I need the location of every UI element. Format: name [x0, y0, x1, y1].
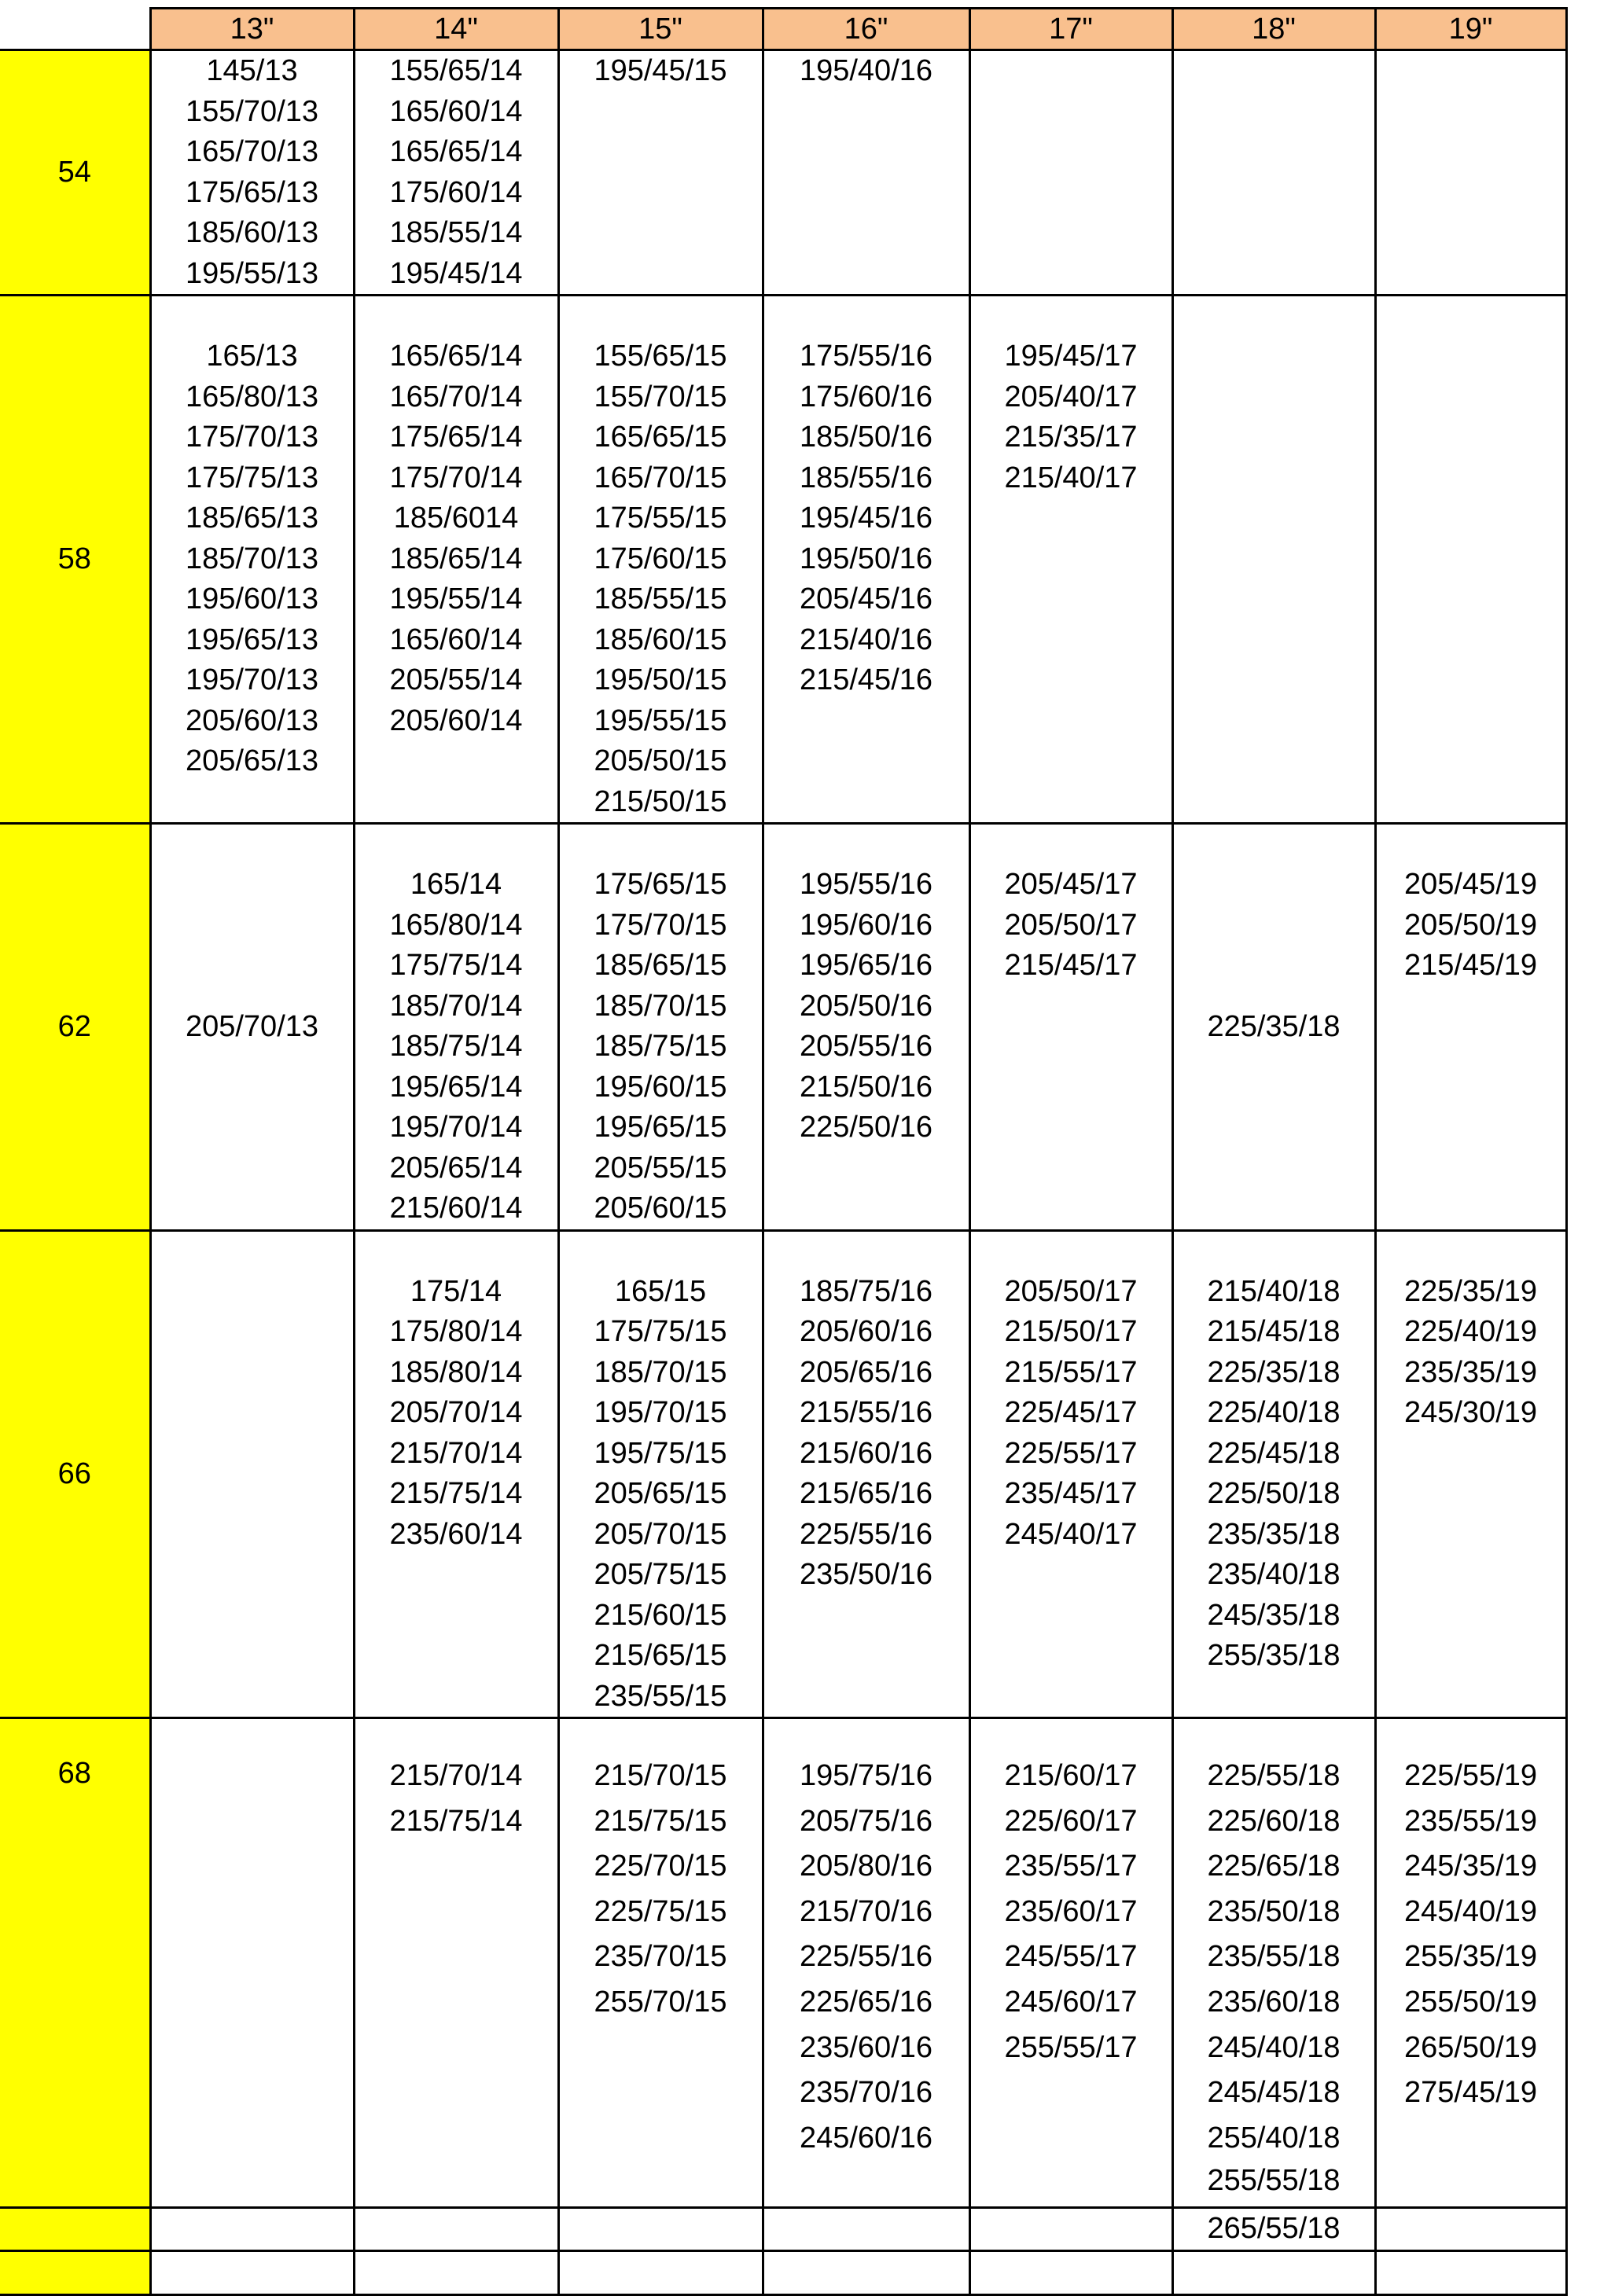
- tire-size: 265/50/19: [1403, 2030, 1538, 2064]
- column-header-16: 16": [763, 9, 969, 50]
- tire-size: 245/60/16: [799, 2121, 933, 2155]
- tire-size: 235/40/18: [1207, 1558, 1341, 1591]
- tire-size-cell: [1172, 2208, 1375, 2251]
- tire-size: 165/70/14: [389, 380, 523, 413]
- header-row: [0, 9, 1566, 50]
- tire-size-cell: [150, 2208, 354, 2251]
- tire-size-cell: [969, 2208, 1172, 2251]
- tire-size: 225/55/19: [1403, 1759, 1538, 1792]
- tire-size: 165/65/14: [389, 135, 523, 168]
- tire-size: 165/14: [410, 868, 502, 901]
- tire-size-cell: [558, 2208, 763, 2251]
- tire-size: 175/70/14: [389, 461, 523, 494]
- tire-size-cell: [969, 296, 1172, 824]
- tire-size: 245/35/19: [1403, 1850, 1538, 1883]
- chain-size-code: 66: [0, 1230, 150, 1718]
- tire-size: 165/60/14: [389, 94, 523, 128]
- tire-size: 235/55/19: [1403, 1804, 1538, 1838]
- tire-size-cell: [763, 824, 969, 1231]
- tire-size: 225/45/18: [1207, 1436, 1341, 1470]
- tire-size: 195/70/14: [389, 1111, 523, 1144]
- tire-size: 225/35/18: [1207, 1355, 1341, 1389]
- column-header-18: 18": [1172, 9, 1375, 50]
- tire-size-cell: [1375, 2250, 1566, 2294]
- tire-size: 205/40/17: [1004, 380, 1138, 413]
- tire-size: 225/35/18: [1207, 1009, 1341, 1043]
- tire-size: 165/70/13: [185, 135, 319, 168]
- table-row: [0, 1718, 1566, 2208]
- tire-size: 235/55/17: [1004, 1850, 1138, 1883]
- tire-size: 215/45/19: [1403, 949, 1538, 982]
- tire-size-cell: [969, 824, 1172, 1231]
- tire-size: 215/50/16: [799, 1070, 933, 1104]
- tire-size: 205/70/14: [389, 1396, 523, 1429]
- tire-size: 195/70/15: [594, 1396, 727, 1429]
- tire-size: 205/60/13: [185, 703, 319, 737]
- tire-size: 165/60/14: [389, 623, 523, 656]
- tire-size: 195/45/17: [1004, 340, 1138, 373]
- tire-size: 195/75/15: [594, 1436, 727, 1470]
- tire-size: 205/50/16: [799, 989, 933, 1023]
- tire-size: 245/35/18: [1207, 1598, 1341, 1632]
- tire-size-cell: [763, 50, 969, 296]
- tire-size: 215/40/16: [799, 623, 933, 656]
- tire-size-cell: [354, 2250, 558, 2294]
- tire-size-cell: [1375, 1718, 1566, 2208]
- tire-size: 205/45/17: [1004, 868, 1138, 901]
- tire-size: 185/60/13: [185, 216, 319, 249]
- tire-size: 205/80/16: [799, 1850, 933, 1883]
- tire-size: 215/75/15: [594, 1804, 727, 1838]
- tire-size: 205/55/14: [389, 663, 523, 696]
- column-header-17: 17": [969, 9, 1172, 50]
- tire-size: 185/50/16: [799, 421, 933, 454]
- chain-size-code: 58: [0, 296, 150, 824]
- tire-size: 195/40/16: [799, 54, 933, 87]
- tire-size-cell: [558, 2250, 763, 2294]
- tire-size: 265/55/18: [1207, 2212, 1341, 2245]
- tire-size: 185/65/15: [594, 949, 727, 982]
- tire-size: 215/45/16: [799, 663, 933, 696]
- tire-size-cell: [558, 50, 763, 296]
- tire-size: 255/55/17: [1004, 2030, 1138, 2064]
- tire-size: 165/70/15: [594, 461, 727, 494]
- tire-size: 195/55/14: [389, 582, 523, 615]
- tire-size-cell: [763, 1718, 969, 2208]
- tire-size: 215/75/14: [389, 1804, 523, 1838]
- tire-size: 195/65/14: [389, 1070, 523, 1104]
- tire-size-cell: [1172, 824, 1375, 1231]
- tire-size-cell: [558, 1718, 763, 2208]
- tire-size: 205/45/19: [1403, 868, 1538, 901]
- tire-size-cell: [763, 296, 969, 824]
- tire-size: 255/70/15: [594, 1985, 727, 2019]
- tire-size: 215/45/18: [1207, 1315, 1341, 1348]
- tire-size: 165/80/13: [185, 380, 319, 413]
- tire-size-cell: [1172, 2250, 1375, 2294]
- column-header-19: 19": [1375, 9, 1566, 50]
- table-row: [0, 2250, 1566, 2294]
- tire-size-cell: [150, 824, 354, 1231]
- tire-size-cell: [1172, 1718, 1375, 2208]
- tire-size: 245/40/19: [1403, 1894, 1538, 1928]
- tire-size: 215/60/15: [594, 1598, 727, 1632]
- tire-size-cell: [354, 1718, 558, 2208]
- tire-size: 215/35/17: [1004, 421, 1138, 454]
- tire-size: 275/45/19: [1403, 2076, 1538, 2110]
- tire-size: 225/50/18: [1207, 1477, 1341, 1510]
- tire-size: 215/70/14: [389, 1436, 523, 1470]
- tire-size: 185/65/13: [185, 501, 319, 535]
- tire-size: 245/60/17: [1004, 1985, 1138, 2019]
- tire-size: 175/65/13: [185, 175, 319, 209]
- tire-size-cell: [354, 296, 558, 824]
- tire-size-cell: [763, 2208, 969, 2251]
- tire-size-cell: [558, 296, 763, 824]
- column-header-15: 15": [558, 9, 763, 50]
- tire-size: 215/55/17: [1004, 1355, 1138, 1389]
- tire-size: 175/70/13: [185, 421, 319, 454]
- tire-size-cell: [150, 1718, 354, 2208]
- tire-size-cell: [354, 1230, 558, 1718]
- tire-size: 225/55/16: [799, 1940, 933, 1974]
- tire-size: 185/75/15: [594, 1030, 727, 1063]
- tire-size: 205/50/19: [1403, 908, 1538, 942]
- tire-size: 185/70/13: [185, 542, 319, 575]
- tire-size: 255/40/18: [1207, 2121, 1341, 2155]
- tire-size: 205/55/16: [799, 1030, 933, 1063]
- tire-size: 195/65/13: [185, 623, 319, 656]
- tire-size: 225/50/16: [799, 1111, 933, 1144]
- tire-size: 225/60/17: [1004, 1804, 1138, 1838]
- tire-size: 195/45/14: [389, 256, 523, 290]
- chain-size-code: 54: [0, 50, 150, 296]
- tire-size: 225/55/16: [799, 1517, 933, 1551]
- tire-size-cell: [1172, 50, 1375, 296]
- tire-size-cell: [1375, 2208, 1566, 2251]
- tire-size: 255/55/18: [1207, 2164, 1341, 2198]
- tire-size: 155/65/14: [389, 54, 523, 87]
- tire-size: 185/70/15: [594, 1355, 727, 1389]
- tire-size: 235/45/17: [1004, 1477, 1138, 1510]
- tire-size: 185/75/16: [799, 1274, 933, 1308]
- tire-size: 215/70/15: [594, 1759, 727, 1792]
- tire-size: 175/75/14: [389, 949, 523, 982]
- tire-size-cell: [969, 1230, 1172, 1718]
- tire-size: 225/40/19: [1403, 1315, 1538, 1348]
- tire-size: 155/70/13: [185, 94, 319, 128]
- tire-size-cell: [763, 1230, 969, 1718]
- tire-size: 215/70/16: [799, 1894, 933, 1928]
- tire-size: 255/50/19: [1403, 1985, 1538, 2019]
- tire-size: 185/80/14: [389, 1355, 523, 1389]
- tire-size: 215/50/17: [1004, 1315, 1138, 1348]
- tire-size: 195/55/13: [185, 256, 319, 290]
- tire-size: 175/55/15: [594, 501, 727, 535]
- tire-size: 195/50/15: [594, 663, 727, 696]
- tire-size: 235/60/14: [389, 1517, 523, 1551]
- tire-size: 235/60/18: [1207, 1985, 1341, 2019]
- tire-size: 175/14: [410, 1274, 502, 1308]
- tire-size: 225/40/18: [1207, 1396, 1341, 1429]
- tire-size: 175/80/14: [389, 1315, 523, 1348]
- table-row: [0, 1230, 1566, 1718]
- tire-size: 225/65/18: [1207, 1850, 1341, 1883]
- tire-size: 175/60/15: [594, 542, 727, 575]
- tire-size: 205/65/13: [185, 744, 319, 777]
- tire-size: 195/60/15: [594, 1070, 727, 1104]
- tire-size: 225/45/17: [1004, 1396, 1138, 1429]
- tire-size-cell: [150, 2250, 354, 2294]
- tire-size: 175/65/14: [389, 421, 523, 454]
- tire-size: 205/55/15: [594, 1151, 727, 1185]
- tire-size: 195/65/16: [799, 949, 933, 982]
- tire-size: 255/35/19: [1403, 1940, 1538, 1974]
- tire-size: 165/65/14: [389, 340, 523, 373]
- table-row: [0, 296, 1566, 824]
- tire-size: 205/70/13: [185, 1009, 319, 1043]
- tire-size: 215/60/17: [1004, 1759, 1138, 1792]
- tire-size-cell: [354, 2208, 558, 2251]
- tire-size: 165/13: [206, 340, 298, 373]
- tire-size: 185/70/15: [594, 989, 727, 1023]
- table-row: [0, 50, 1566, 296]
- tire-size: 195/60/13: [185, 582, 319, 615]
- tire-size: 165/65/15: [594, 421, 727, 454]
- tire-size: 195/45/15: [594, 54, 727, 87]
- tire-size: 165/15: [614, 1274, 707, 1308]
- column-header-13: 13": [150, 9, 354, 50]
- tire-size: 175/65/15: [594, 868, 727, 901]
- tire-size: 205/50/17: [1004, 908, 1138, 942]
- tire-size-cell: [763, 2250, 969, 2294]
- tire-size: 225/35/19: [1403, 1274, 1538, 1308]
- tire-size-cell: [558, 824, 763, 1231]
- tire-size: 185/55/14: [389, 216, 523, 249]
- tire-size: 215/60/14: [389, 1192, 523, 1225]
- tire-size: 185/60/15: [594, 623, 727, 656]
- tire-size: 175/70/15: [594, 908, 727, 942]
- tire-size: 215/40/18: [1207, 1274, 1341, 1308]
- tire-size: 215/55/16: [799, 1396, 933, 1429]
- tire-size: 205/65/15: [594, 1477, 727, 1510]
- tire-size: 195/65/15: [594, 1111, 727, 1144]
- tire-size: 235/60/16: [799, 2030, 933, 2064]
- tire-size-cell: [1375, 1230, 1566, 1718]
- tire-size: 205/50/17: [1004, 1274, 1138, 1308]
- tire-size: 185/6014: [393, 501, 519, 535]
- tire-size: 205/75/15: [594, 1558, 727, 1591]
- tire-size: 155/65/15: [594, 340, 727, 373]
- tire-size-cell: [558, 1230, 763, 1718]
- tire-size: 215/75/14: [389, 1477, 523, 1510]
- tire-size: 245/30/19: [1403, 1396, 1538, 1429]
- tire-size: 235/35/19: [1403, 1355, 1538, 1389]
- chain-size-code: [0, 2250, 150, 2294]
- tire-size: 235/35/18: [1207, 1517, 1341, 1551]
- tire-size: 175/60/14: [389, 175, 523, 209]
- tire-size: 185/70/14: [389, 989, 523, 1023]
- tire-size: 215/65/15: [594, 1639, 727, 1672]
- chain-size-code: [0, 2208, 150, 2251]
- tire-size-cell: [969, 50, 1172, 296]
- tire-size: 205/50/15: [594, 744, 727, 777]
- tire-size: 225/65/16: [799, 1985, 933, 2019]
- chain-size-code: 62: [0, 824, 150, 1231]
- tire-size-cell: [354, 824, 558, 1231]
- chain-size-code: 68: [0, 1718, 150, 2208]
- tire-size: 225/55/18: [1207, 1759, 1341, 1792]
- tire-size: 205/65/14: [389, 1151, 523, 1185]
- tire-size-cell: [1172, 1230, 1375, 1718]
- tire-size: 195/55/16: [799, 868, 933, 901]
- tire-size: 205/45/16: [799, 582, 933, 615]
- tire-size: 205/60/15: [594, 1192, 727, 1225]
- tire-size: 175/55/16: [799, 340, 933, 373]
- tire-size: 225/70/15: [594, 1850, 727, 1883]
- tire-size: 235/50/16: [799, 1558, 933, 1591]
- tire-size: 205/70/15: [594, 1517, 727, 1551]
- corner-cell: [0, 9, 150, 50]
- tire-size: 205/60/14: [389, 703, 523, 737]
- tire-size-cell: [1375, 824, 1566, 1231]
- column-header-14: 14": [354, 9, 558, 50]
- tire-size: 225/75/15: [594, 1894, 727, 1928]
- tire-size-cell: [354, 50, 558, 296]
- tire-size: 235/55/15: [594, 1679, 727, 1713]
- tire-size: 245/40/18: [1207, 2030, 1341, 2064]
- tire-size: 245/45/18: [1207, 2076, 1341, 2110]
- table-row: [0, 824, 1566, 1231]
- table-row: [0, 2208, 1566, 2251]
- tire-size: 185/55/15: [594, 582, 727, 615]
- tire-size: 215/60/16: [799, 1436, 933, 1470]
- tire-size: 225/60/18: [1207, 1804, 1341, 1838]
- tire-size: 215/50/15: [594, 784, 727, 818]
- tire-size: 155/70/15: [594, 380, 727, 413]
- tire-size: 205/65/16: [799, 1355, 933, 1389]
- tire-size: 215/40/17: [1004, 461, 1138, 494]
- tire-size: 175/75/15: [594, 1315, 727, 1348]
- tire-size: 175/75/13: [185, 461, 319, 494]
- tire-size-cell: [1172, 296, 1375, 824]
- tire-size: 175/60/16: [799, 380, 933, 413]
- table-body: [0, 50, 1566, 2295]
- tire-size: 165/80/14: [389, 908, 523, 942]
- tire-size-cell: [1375, 50, 1566, 296]
- tire-size: 205/60/16: [799, 1315, 933, 1348]
- tire-size: 195/55/15: [594, 703, 727, 737]
- tire-size: 185/75/14: [389, 1030, 523, 1063]
- tire-size: 215/65/16: [799, 1477, 933, 1510]
- tire-size: 245/55/17: [1004, 1940, 1138, 1974]
- tire-size: 235/70/15: [594, 1940, 727, 1974]
- tire-size: 195/75/16: [799, 1759, 933, 1792]
- tire-size: 195/70/13: [185, 663, 319, 696]
- tire-size-cell: [969, 1718, 1172, 2208]
- tire-size-cell: [150, 1230, 354, 1718]
- tire-size-cell: [150, 50, 354, 296]
- tire-size: 185/65/14: [389, 542, 523, 575]
- tire-size: 235/60/17: [1004, 1894, 1138, 1928]
- tire-size: 225/55/17: [1004, 1436, 1138, 1470]
- tire-size: 195/45/16: [799, 501, 933, 535]
- tire-size: 235/50/18: [1207, 1894, 1341, 1928]
- tire-size: 245/40/17: [1004, 1517, 1138, 1551]
- tire-size: 255/35/18: [1207, 1639, 1341, 1672]
- tire-size: 195/60/16: [799, 908, 933, 942]
- tire-size: 215/45/17: [1004, 949, 1138, 982]
- tire-size: 235/70/16: [799, 2076, 933, 2110]
- tire-size-cell: [1375, 296, 1566, 824]
- tire-size-table: [0, 7, 1568, 2296]
- tire-size: 195/50/16: [799, 542, 933, 575]
- tire-size: 205/75/16: [799, 1804, 933, 1838]
- tire-size-cell: [969, 2250, 1172, 2294]
- tire-size: 235/55/18: [1207, 1940, 1341, 1974]
- tire-size: 215/70/14: [389, 1759, 523, 1792]
- tire-size: 145/13: [206, 54, 298, 87]
- tire-size: 185/55/16: [799, 461, 933, 494]
- tire-size-cell: [150, 296, 354, 824]
